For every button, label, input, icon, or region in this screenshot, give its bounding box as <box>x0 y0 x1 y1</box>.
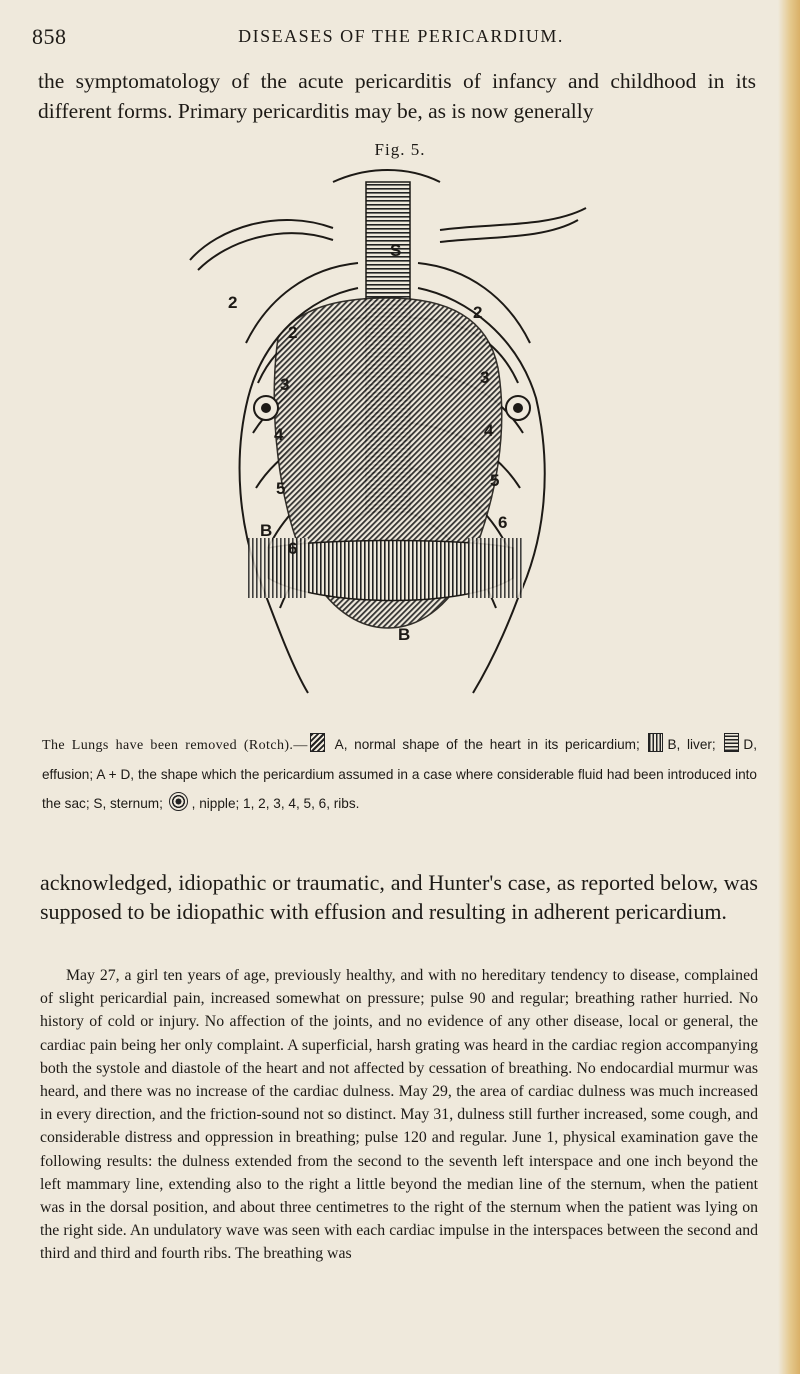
figure-label: Fig. 5. <box>374 140 426 159</box>
figure-caption <box>42 730 757 818</box>
liver-region-left <box>248 538 308 598</box>
hatch-a-icon <box>310 733 325 752</box>
caption-part-nipple: , nipple; 1, 2, 3, 4, 5, 6, ribs. <box>191 796 360 811</box>
label-rib-4-right: 4 <box>484 421 494 440</box>
label-rib-2-left: 2 <box>288 323 298 342</box>
label-rib-1: 2 <box>228 293 238 312</box>
liver-region-right <box>468 538 523 598</box>
figure-thorax-illustration <box>168 168 608 713</box>
paragraph-top: the symptomatology of the acute pericarditis of infancy and childhood in its different forms. Primary pericarditis may be, as is now generally <box>38 69 756 123</box>
label-rib-6-left: 6 <box>288 539 298 558</box>
label-rib-5-right: 5 <box>490 471 500 490</box>
hatch-d-icon <box>724 733 739 752</box>
running-head: DISEASES OF THE PERICARDIUM. <box>238 26 564 46</box>
page-header <box>32 24 770 52</box>
label-liver-left: B <box>260 521 273 540</box>
hatch-b-icon <box>648 733 663 752</box>
page-number: 858 <box>32 24 67 49</box>
label-rib-6-right: 6 <box>498 513 508 532</box>
label-rib-5-left: 5 <box>276 479 286 498</box>
label-rib-3-left: 3 <box>280 375 290 394</box>
nipple-right-icon <box>506 396 530 420</box>
page-edge-shading <box>778 0 800 1374</box>
case-report-body: May 27, a girl ten years of age, previously healthy, and with no hereditary tendency to disease, complained of slight pericardial pain, increased somewhat on pressure; pulse 90 and regular; breathing rather hurried. No history of cold or injury. No affection of the joints, and no evidence of any other disease, local or general, the cardiac pain being her only complaint. A superficial, harsh grating was heard in the cardiac region accompanying both the systole and diastole of the heart and not affected by cessation of breathing. No endocardial murmur was heard, and there was no increase of the cardiac dulness. May 29, the area of cardiac dulness was much increased in every direction, and the friction-sound not so distinct. May 31, dulness still further increased, some cough, and considerable distress and oppression in breathing; pulse 120 and regular. June 1, physical examination gave the following results: the dulness extended from the second to the seventh left interspace and one inch beyond the left mammary line, extending also to the right a little beyond the median line of the sternum, when the patient was in the dorsal position, and about three centimetres to the right of the sternum when the patient was lying on the right side. An undulatory wave was seen with each cardiac impulse in the interspaces between the second and third and third and fourth ribs. The breathing was <box>40 967 758 1263</box>
caption-part-a: A, normal shape of the heart in its pericardium; <box>334 737 640 752</box>
label-liver-center: B <box>398 625 411 644</box>
label-sternum: S <box>390 241 402 260</box>
thorax-drawing <box>168 168 608 708</box>
caption-part-d: D, effusion; A + D, the shape which the pericardium assumed in a case where considerable fluid had been introduced into the sac; S, sternum; <box>42 737 757 811</box>
paragraph-mid: acknowledged, idiopathic or traumatic, and Hunter's case, as reported below, was supposed to be idiopathic with effusion and resulting in adherent pericardium. <box>40 870 758 924</box>
nipple-left-icon <box>254 396 278 420</box>
label-rib-4-left: 4 <box>274 425 284 444</box>
label-rib-3-right: 3 <box>480 368 490 387</box>
label-rib-2-right: 2 <box>473 303 483 322</box>
nipple-icon <box>169 792 188 811</box>
caption-lead: The Lungs have been removed (Rotch).— <box>42 738 308 753</box>
caption-part-b: B, liver; <box>667 737 716 752</box>
